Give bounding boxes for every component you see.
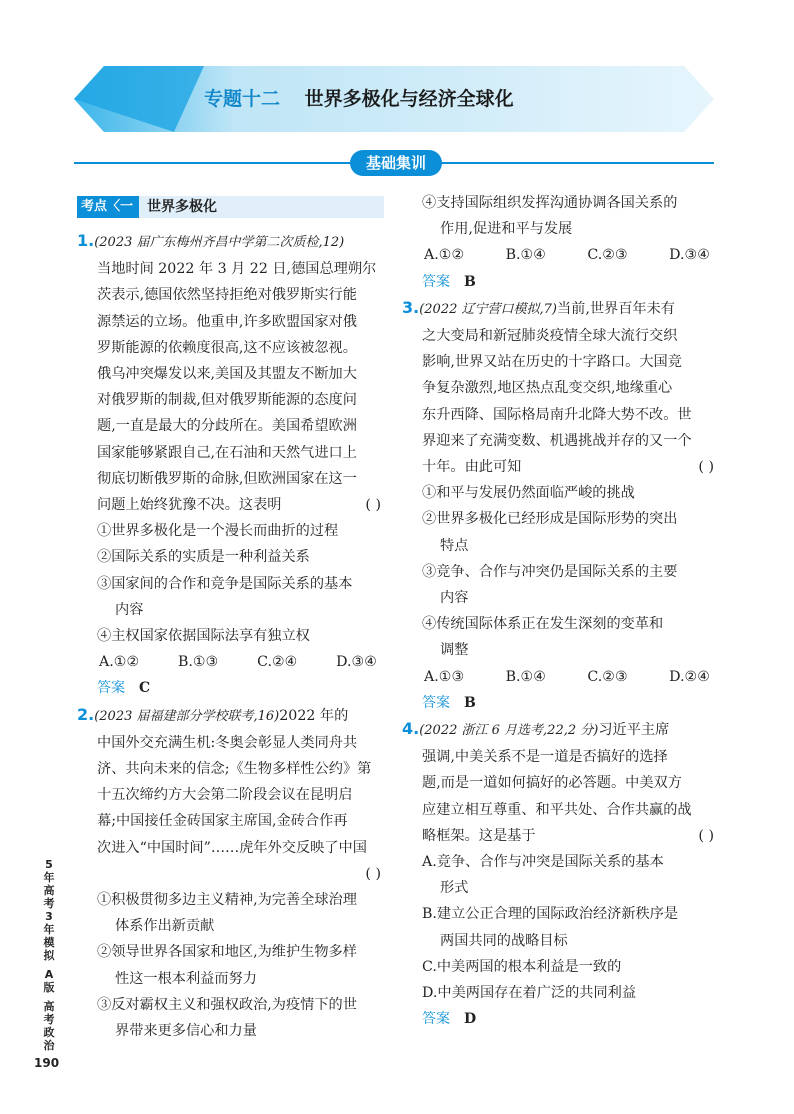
q2-item: ④支持国际组织发挥沟通协调各国关系的 xyxy=(422,195,678,211)
q1-answer-blank: ( ) xyxy=(365,497,381,514)
q3-item: ④传统国际体系正在发生深刻的变革和 xyxy=(422,616,664,633)
q4-choice-b: B.建立公正合理的国际政治经济新秩序是 xyxy=(422,906,679,923)
q4-answer-blank: ( ) xyxy=(698,827,714,844)
q2-line: 2022 年的 xyxy=(279,707,349,724)
q1-line: 彻底切断俄罗斯的命脉,但欧洲国家在这一 xyxy=(97,470,357,487)
q1-item: ①世界多极化是一个漫长而曲折的过程 xyxy=(97,523,339,540)
kaodian-tag: 考点〈一 xyxy=(77,196,139,218)
q2-answer xyxy=(422,269,718,295)
kaodian-title: 世界多极化 xyxy=(147,199,217,215)
q2-item-cont: 性这一根本利益而努力 xyxy=(115,970,257,987)
q3-source: (2022 辽宁营口模拟,7) xyxy=(419,301,557,317)
q4-answer xyxy=(422,1006,718,1032)
q1-item: ③国家间的合作和竞争是国际关系的基本 xyxy=(97,575,353,592)
q3-item-cont: 内容 xyxy=(440,590,469,607)
q4-answer-value: D xyxy=(464,1011,477,1028)
chapter-title: 世界多极化与经济全球化 xyxy=(304,88,514,110)
q4-choice-d: D.中美两国存在着广泛的共同利益 xyxy=(422,985,637,1002)
q1-answer xyxy=(97,675,385,701)
q3-option-d: D.②④ xyxy=(669,668,710,685)
q2-option-a: A.①② xyxy=(424,247,465,264)
chapter-banner xyxy=(74,66,714,132)
q3-item: ③竞争、合作与冲突仍是国际关系的主要 xyxy=(422,563,678,580)
q4-stem xyxy=(402,744,718,1032)
side-char: 模 xyxy=(43,936,55,949)
q1-number: 1. xyxy=(77,231,95,250)
side-char: 3 xyxy=(45,910,53,923)
q2-option-d: D.③④ xyxy=(669,247,710,264)
q2-item-cont: 作用,促进和平与发展 xyxy=(440,221,573,238)
side-char: 拟 xyxy=(43,949,55,962)
q3-option-a: A.①③ xyxy=(424,668,465,685)
q1-line: 茨表示,德国依然坚持拒绝对俄罗斯实行能 xyxy=(97,287,357,304)
q1-line: 源禁运的立场。他重申,许多欧盟国家对俄 xyxy=(97,313,357,330)
q3-answer-blank: ( ) xyxy=(698,459,714,476)
q1-item-cont: 内容 xyxy=(115,601,144,618)
q3-line: 当前,世界百年未有 xyxy=(556,300,675,317)
q1-line: 国家能够紧跟自己,在石油和天然气进口上 xyxy=(97,444,357,461)
q3-item: ①和平与发展仍然面临严峻的挑战 xyxy=(422,485,635,502)
q1-line: 当地时间 2022 年 3 月 22 日,德国总理朔尔 xyxy=(97,261,377,278)
q2-continued xyxy=(402,190,718,295)
q1-item: ④主权国家依据国际法享有独立权 xyxy=(97,628,310,645)
q4-source: (2022 浙江 6 月选考,22,2 分) xyxy=(419,723,599,739)
q4-answer-label: 答案 xyxy=(422,1011,450,1028)
q4-line: 题,而是一道如何搞好的必答题。中美双方 xyxy=(422,775,682,792)
q3-item-cont: 调整 xyxy=(440,642,469,659)
q3-number: 3. xyxy=(402,297,420,317)
side-book-title xyxy=(40,858,58,1052)
section-tag: 基础集训 xyxy=(350,150,442,176)
q2-source: (2023 届福建部分学校联考,16) xyxy=(94,708,280,724)
q1-line: 俄乌冲突爆发以来,美国及其盟友不断加大 xyxy=(97,366,357,383)
q4-choice-a: A.竞争、合作与冲突是国际关系的基本 xyxy=(422,854,664,871)
q2-line: 幕;中国接任金砖国家主席国,金砖合作再 xyxy=(97,813,348,830)
q2-line: 济、共向未来的信念;《生物多样性公约》第 xyxy=(97,761,372,778)
q1-option-b: B.①③ xyxy=(177,654,219,671)
q1-option-a: A.①② xyxy=(99,654,140,671)
q2-answer-blank: ( ) xyxy=(365,865,381,882)
q1-line: 题,一直是最大的分歧所在。美国希望欧洲 xyxy=(97,418,357,435)
kaodian-num: 一 xyxy=(120,199,134,214)
q2-option-c: C.②③ xyxy=(587,247,628,264)
chapter-label: 专题十二 xyxy=(204,88,281,110)
kaodian-bar xyxy=(77,196,384,218)
q1-line: 问题上始终犹豫不决。这表明 xyxy=(97,497,282,514)
q2-item-cont: 界带来更多信心和力量 xyxy=(115,1023,257,1040)
q2-line: 中国外交充满生机:冬奥会彰显人类同舟共 xyxy=(97,734,358,751)
q2-answer-value: B xyxy=(464,273,476,290)
q4-choice-cont: 形式 xyxy=(440,880,469,897)
q2-line: 十五次缔约方大会第二阶段会议在昆明启 xyxy=(97,787,353,804)
left-column xyxy=(77,228,385,1044)
kaodian-tag-text: 考点 xyxy=(81,199,108,214)
q1-line: 对俄罗斯的制裁,但对俄罗斯能源的态度问 xyxy=(97,392,357,409)
side-char: 高 xyxy=(43,884,55,897)
q1-item: ②国际关系的实质是一种利益关系 xyxy=(97,549,310,566)
right-column xyxy=(402,190,718,1033)
side-char: 年 xyxy=(43,871,55,884)
q3-line: 之大变局和新冠肺炎疫情全球大流行交织 xyxy=(422,328,678,345)
q1-line: 罗斯能源的依赖度很高,这不应该被忽视。 xyxy=(97,339,357,356)
side-char: 治 xyxy=(43,1039,55,1052)
q3-line: 影响,世界又站在历史的十字路口。大国竞 xyxy=(422,354,682,371)
q2-line: 次进入“中国时间”……虎年外交反映了中国 xyxy=(97,839,367,856)
side-char: 政 xyxy=(43,1026,55,1039)
q3-item: ②世界多极化已经形成是国际形势的突出 xyxy=(422,511,678,528)
q3-item-cont: 特点 xyxy=(440,537,469,554)
side-char: 年 xyxy=(43,923,55,936)
q3-options xyxy=(422,664,718,690)
q2-options xyxy=(422,242,718,268)
q2-item: ①积极贯彻多边主义精神,为完善全球治理 xyxy=(97,892,357,909)
q3-line: 界迎来了充满变数、机遇挑战并存的又一个 xyxy=(422,432,692,449)
side-char: 高 xyxy=(43,1000,55,1013)
q1-option-c: C.②④ xyxy=(257,654,298,671)
side-char: 5 xyxy=(45,858,53,871)
q4-line: 强调,中美关系不是一道是否搞好的选择 xyxy=(422,749,668,766)
q3-option-c: C.②③ xyxy=(587,668,628,685)
q2-number: 2. xyxy=(77,704,95,724)
q2-option-b: B.①④ xyxy=(505,247,546,264)
q1-options xyxy=(97,649,385,675)
q1-answer-label: 答案 xyxy=(97,680,125,697)
q2-answer-label: 答案 xyxy=(422,273,450,290)
q2-item-cont: 体系作出新贡献 xyxy=(115,918,215,935)
q2-item: ③反对霸权主义和强权政治,为疫情下的世 xyxy=(97,996,357,1013)
q4-line: 应建立相互尊重、和平共处、合作共赢的战 xyxy=(422,801,692,818)
q3-line: 东升西降、国际格局南升北降大势不改。世 xyxy=(422,406,692,423)
q1-option-d: D.③④ xyxy=(336,654,377,671)
side-char: 考 xyxy=(43,897,55,910)
q3-answer-label: 答案 xyxy=(422,694,450,711)
q4-choice-c: C.中美两国的根本利益是一致的 xyxy=(422,958,622,975)
side-char: 版 xyxy=(43,981,55,994)
q2-stem xyxy=(77,730,385,1044)
q4-line: 略框架。这是基于 xyxy=(422,827,536,844)
q3-answer-value: B xyxy=(464,694,476,711)
q4-choice-cont: 两国共同的战略目标 xyxy=(440,932,568,949)
q4-line: 习近平主席 xyxy=(598,722,670,739)
side-char: 考 xyxy=(43,1013,55,1026)
page-number: 190 xyxy=(34,1056,60,1070)
q1-answer-value: C xyxy=(139,680,151,697)
q2-item: ②领导世界各国家和地区,为维护生物多样 xyxy=(97,944,357,961)
side-char: A xyxy=(44,968,54,981)
q3-answer xyxy=(422,690,718,716)
q1-stem xyxy=(77,256,385,701)
q3-line: 十年。由此可知 xyxy=(422,459,522,476)
q3-line: 争复杂激烈,地区热点乱变交织,地缘重心 xyxy=(422,380,673,397)
q3-option-b: B.①④ xyxy=(505,668,546,685)
q4-number: 4. xyxy=(402,719,420,739)
q1-source: (2023 届广东梅州齐昌中学第二次质检,12) xyxy=(94,235,345,250)
q3-stem xyxy=(402,323,718,716)
